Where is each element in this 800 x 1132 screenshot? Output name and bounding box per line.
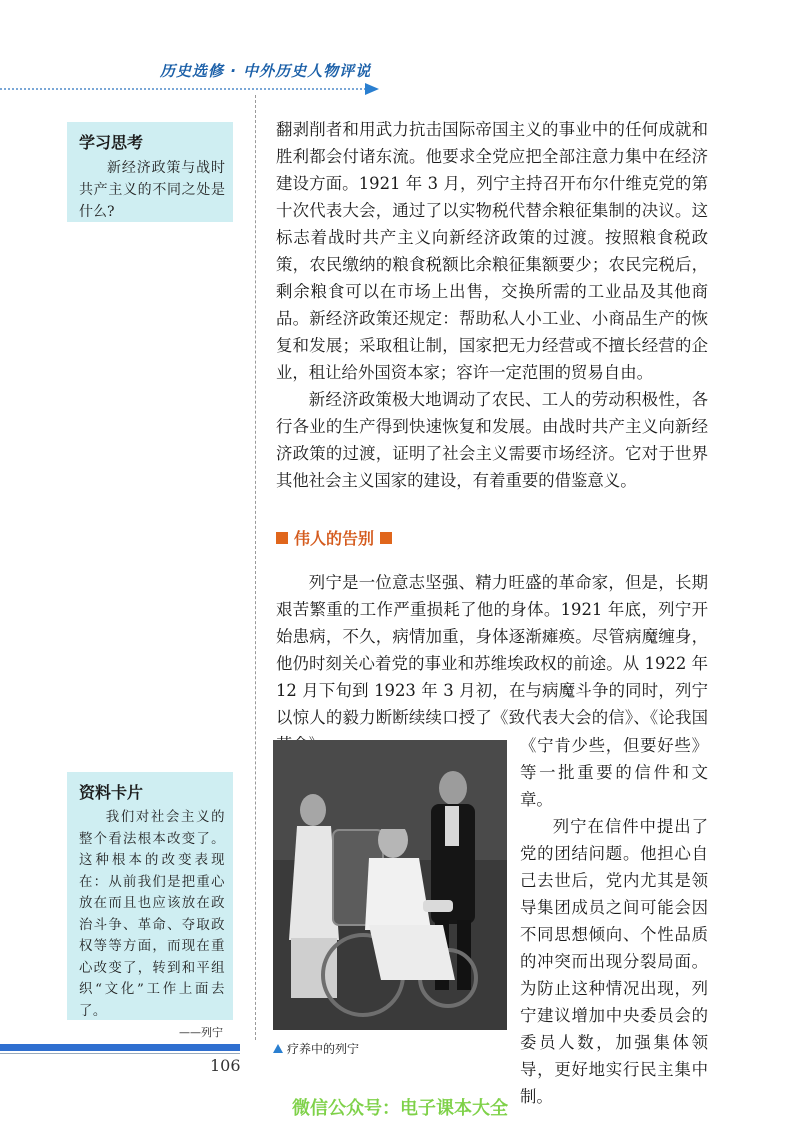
study-think-box (67, 122, 233, 222)
header-title: 历史选修 · 中外历史人物评说 (160, 62, 372, 80)
info-card-box (67, 772, 233, 1039)
paragraph: 《宁肯少些，但要好些》等一批重要的信件和文章。 (520, 736, 708, 809)
footer-line (0, 1053, 240, 1054)
footer-bar (0, 1044, 240, 1051)
main-text-block (276, 116, 708, 494)
column-divider (255, 95, 256, 1040)
study-think-title: 学习思考 (79, 133, 144, 152)
photo-illustration (273, 740, 507, 1030)
photo-caption-text: 疗养中的列宁 (287, 1042, 360, 1056)
paragraph: 翻剥削者和用武力抗击国际帝国主义的事业中的任何成就和胜利都会付诸东流。他要求全党应把全部注意力集中在经济建设方面。1921 年 3 月，列宁主持召开布尔什维克党的第十次代表大会，通过了以实物税代替余粮征集制的决议。这标志着战时共产主义向新经济政策的过渡。按照粮食税政策，农民缴纳的粮食税额比余粮征集额要少；农民完税后，剩余粮食可以在市场上出售，交换所需的工业品及其他商品。新经济政策还规定：帮助私人小工业、小商品生产的恢复和发展；采取租让制，国家把无力经营或不擅长经营的企业，租让给外国资本家；容许一定范围的贸易自由。 (276, 120, 708, 382)
square-icon (276, 532, 288, 544)
paragraph: 新经济政策极大地调动了农民、工人的劳动积极性，各行各业的生产得到快速恢复和发展。由战时共产主义向新经济政策的过渡，证明了社会主义需要市场经济。它对于世界其他社会主义国家的建设，有着重要的借鉴意义。 (276, 390, 708, 490)
watermark: 微信公众号：电子课本大全 (292, 1098, 508, 1119)
info-card-signature: ——列宁 (179, 1026, 223, 1039)
wrap-text-block (520, 732, 708, 1110)
paragraph: 列宁是一位意志坚强、精力旺盛的革命家，但是，长期艰苦繁重的工作严重损耗了他的身体。1921 年底，列宁开始患病，不久，病情加重，身体逐渐瘫痪。尽管病魔缠身，他仍时刻关心着党的事业和苏维埃政权的前途。从 1922 年 12 月下旬到 1923 年 3 月初，在与病魔斗争的同时，列宁以惊人的毅力断断续续口授了《致代表大会的信》、《论我国 (276, 573, 708, 727)
header-rule (0, 88, 370, 90)
lenin-photo (273, 740, 507, 1030)
page-number: 106 (210, 1056, 241, 1075)
arrow-icon (365, 83, 379, 95)
study-think-question: 新经济政策与战时共产主义的不同之处是什么? (79, 160, 225, 220)
triangle-icon (273, 1044, 283, 1053)
info-card-quote: 我们对社会主义的整个看法根本改变了。这种根本的改变表现在：从前我们是把重心放在而且也应该放在政治斗争、革命、夺取政权等等方面，而现在重心改变了，转到和平组织“文化”工作上面去了。 (79, 810, 225, 1019)
paragraph: 列宁在信件中提出了党的团结问题。他担心自己去世后，党内尤其是领导集团成员之间可能会因不同思想倾向、个性品质的冲突而出现分裂局面。为防止这种情况出现，列宁建议增加中央委员会的委员人数，加强集体领导，更好地实行民主集中制。 (520, 817, 708, 1106)
section-text-block (276, 569, 708, 758)
section-title: 伟人的告别 (294, 529, 375, 548)
section-heading (276, 526, 392, 549)
photo-caption (273, 1040, 359, 1057)
info-card-title: 资料卡片 (79, 783, 144, 802)
square-icon (380, 532, 392, 544)
